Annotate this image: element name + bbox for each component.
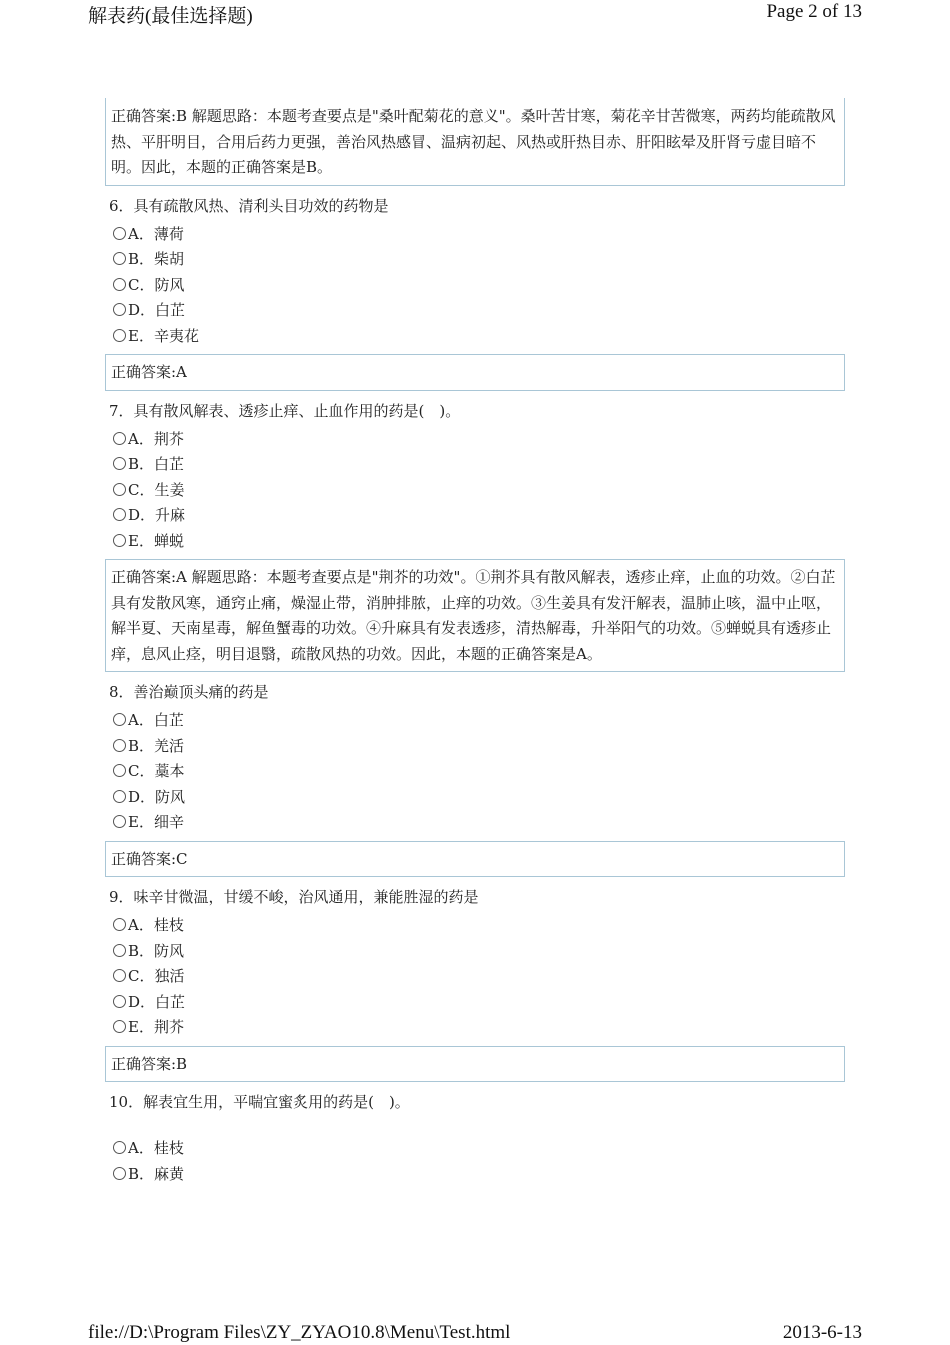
option-list <box>113 707 845 835</box>
option-label: E．细辛 <box>128 813 184 832</box>
radio-button-icon[interactable] <box>113 329 126 342</box>
answer-option[interactable] <box>113 502 845 528</box>
option-label: B．防风 <box>128 941 185 960</box>
option-label: C．独活 <box>128 967 185 986</box>
question-text: 6．具有疏散风热、清利头目功效的药物是 <box>109 196 389 215</box>
radio-button-icon[interactable] <box>113 1141 126 1154</box>
answer-option[interactable] <box>113 1161 845 1187</box>
option-label: B．柴胡 <box>128 250 185 269</box>
radio-button-icon[interactable] <box>113 764 126 777</box>
answer-option[interactable] <box>113 784 845 810</box>
option-label: D．升麻 <box>128 506 186 525</box>
radio-button-icon[interactable] <box>113 969 126 982</box>
answer-option[interactable] <box>113 221 845 247</box>
answer-explanation-box: 正确答案:A 解题思路：本题考查要点是"荆芥的功效"。①荆芥具有散风解表，透疹止痒，止血的功效。②白芷具有发散风寒，通窍止痛，燥湿止带，消肿排脓，止痒的功效。③生姜具有发汗解表，温肺止咳，温中止呕，解半夏、天南星毒，解鱼蟹毒的功效。④升麻具有发表透疹，清热解毒，升举阳气的功效。⑤蝉蜕具有透疹止痒，息风止痉，明目退翳，疏散风热的功效。因此，本题的正确答案是A。 <box>105 559 845 672</box>
radio-button-icon[interactable] <box>113 508 126 521</box>
radio-button-icon[interactable] <box>113 278 126 291</box>
radio-button-icon[interactable] <box>113 1020 126 1033</box>
answer-explanation-box: 正确答案:A <box>105 354 845 391</box>
answer-option[interactable] <box>113 323 845 349</box>
answer-option[interactable] <box>113 912 845 938</box>
option-label: A．桂枝 <box>128 1139 184 1158</box>
option-label: C．生姜 <box>128 480 185 499</box>
option-label: E．荆芥 <box>128 1018 184 1037</box>
print-date: 2013-6-13 <box>782 1322 862 1343</box>
answer-option[interactable] <box>113 451 845 477</box>
option-label: A．桂枝 <box>128 916 184 935</box>
radio-button-icon[interactable] <box>113 815 126 828</box>
option-list <box>113 221 845 349</box>
option-list <box>113 912 845 1040</box>
answer-option[interactable] <box>113 477 845 503</box>
option-label: A．薄荷 <box>128 224 184 243</box>
radio-button-icon[interactable] <box>113 534 126 547</box>
option-label: E．辛夷花 <box>128 326 199 345</box>
answer-option[interactable] <box>113 297 845 323</box>
radio-button-icon[interactable] <box>113 739 126 752</box>
answer-option[interactable] <box>113 989 845 1015</box>
answer-explanation-box: 正确答案:B <box>105 1046 845 1083</box>
option-label: C．防风 <box>128 275 185 294</box>
answer-explanation-box: 正确答案:B 解题思路：本题考查要点是"桑叶配菊花的意义"。桑叶苦甘寒，菊花辛甘苦微寒，两药均能疏散风热、平肝明目，合用后药力更强，善治风热感冒、温病初起、风热或肝热目赤、肝阳眩晕及肝肾亏虚目暗不明。因此，本题的正确答案是B。 <box>105 98 845 186</box>
option-label: D．白芷 <box>128 992 186 1011</box>
question-text: 9．味辛甘微温，甘缓不峻，治风通用，兼能胜湿的药是 <box>109 888 479 906</box>
option-label: D．白芷 <box>128 301 186 320</box>
option-label: A．荆芥 <box>128 429 184 448</box>
answer-option[interactable] <box>113 707 845 733</box>
radio-button-icon[interactable] <box>113 713 126 726</box>
answer-option[interactable] <box>113 963 845 989</box>
option-label: B．羌活 <box>128 736 185 755</box>
radio-button-icon[interactable] <box>113 1167 126 1180</box>
radio-button-icon[interactable] <box>113 483 126 496</box>
answer-option[interactable] <box>113 426 845 452</box>
radio-button-icon[interactable] <box>113 252 126 265</box>
answer-option[interactable] <box>113 246 845 272</box>
option-list <box>113 426 845 554</box>
document-title: 解表药(最佳选择题) <box>88 6 253 27</box>
radio-button-icon[interactable] <box>113 303 126 316</box>
question-text: 10．解表宜生用，平喘宜蜜炙用的药是( )。 <box>109 1093 410 1111</box>
option-label: A．白芷 <box>128 711 184 730</box>
radio-button-icon[interactable] <box>113 457 126 470</box>
answer-explanation-box: 正确答案:C <box>105 841 845 878</box>
radio-button-icon[interactable] <box>113 995 126 1008</box>
option-list <box>113 1135 845 1186</box>
answer-option[interactable] <box>113 733 845 759</box>
radio-button-icon[interactable] <box>113 918 126 931</box>
answer-option[interactable] <box>113 758 845 784</box>
radio-button-icon[interactable] <box>113 227 126 240</box>
question-list <box>105 98 845 1192</box>
answer-option[interactable] <box>113 809 845 835</box>
radio-button-icon[interactable] <box>113 432 126 445</box>
radio-button-icon[interactable] <box>113 790 126 803</box>
question-text: 7．具有散风解表、透疹止痒、止血作用的药是( )。 <box>109 401 461 420</box>
answer-option[interactable] <box>113 938 845 964</box>
option-label: B．麻黄 <box>128 1164 185 1183</box>
radio-button-icon[interactable] <box>113 944 126 957</box>
answer-option[interactable] <box>113 272 845 298</box>
option-label: D．防风 <box>128 787 186 806</box>
answer-option[interactable] <box>113 1135 845 1161</box>
page-number: Page 2 of 13 <box>766 1 862 22</box>
answer-option[interactable] <box>113 1014 845 1040</box>
option-label: E．蝉蜕 <box>128 531 184 550</box>
question-text: 8．善治巅顶头痛的药是 <box>109 683 269 701</box>
option-label: C．藁本 <box>128 762 185 781</box>
answer-option[interactable] <box>113 528 845 554</box>
file-path: file://D:\Program Files\ZY_ZYAO10.8\Menu\Test.html <box>88 1322 511 1343</box>
option-label: B．白芷 <box>128 455 185 474</box>
